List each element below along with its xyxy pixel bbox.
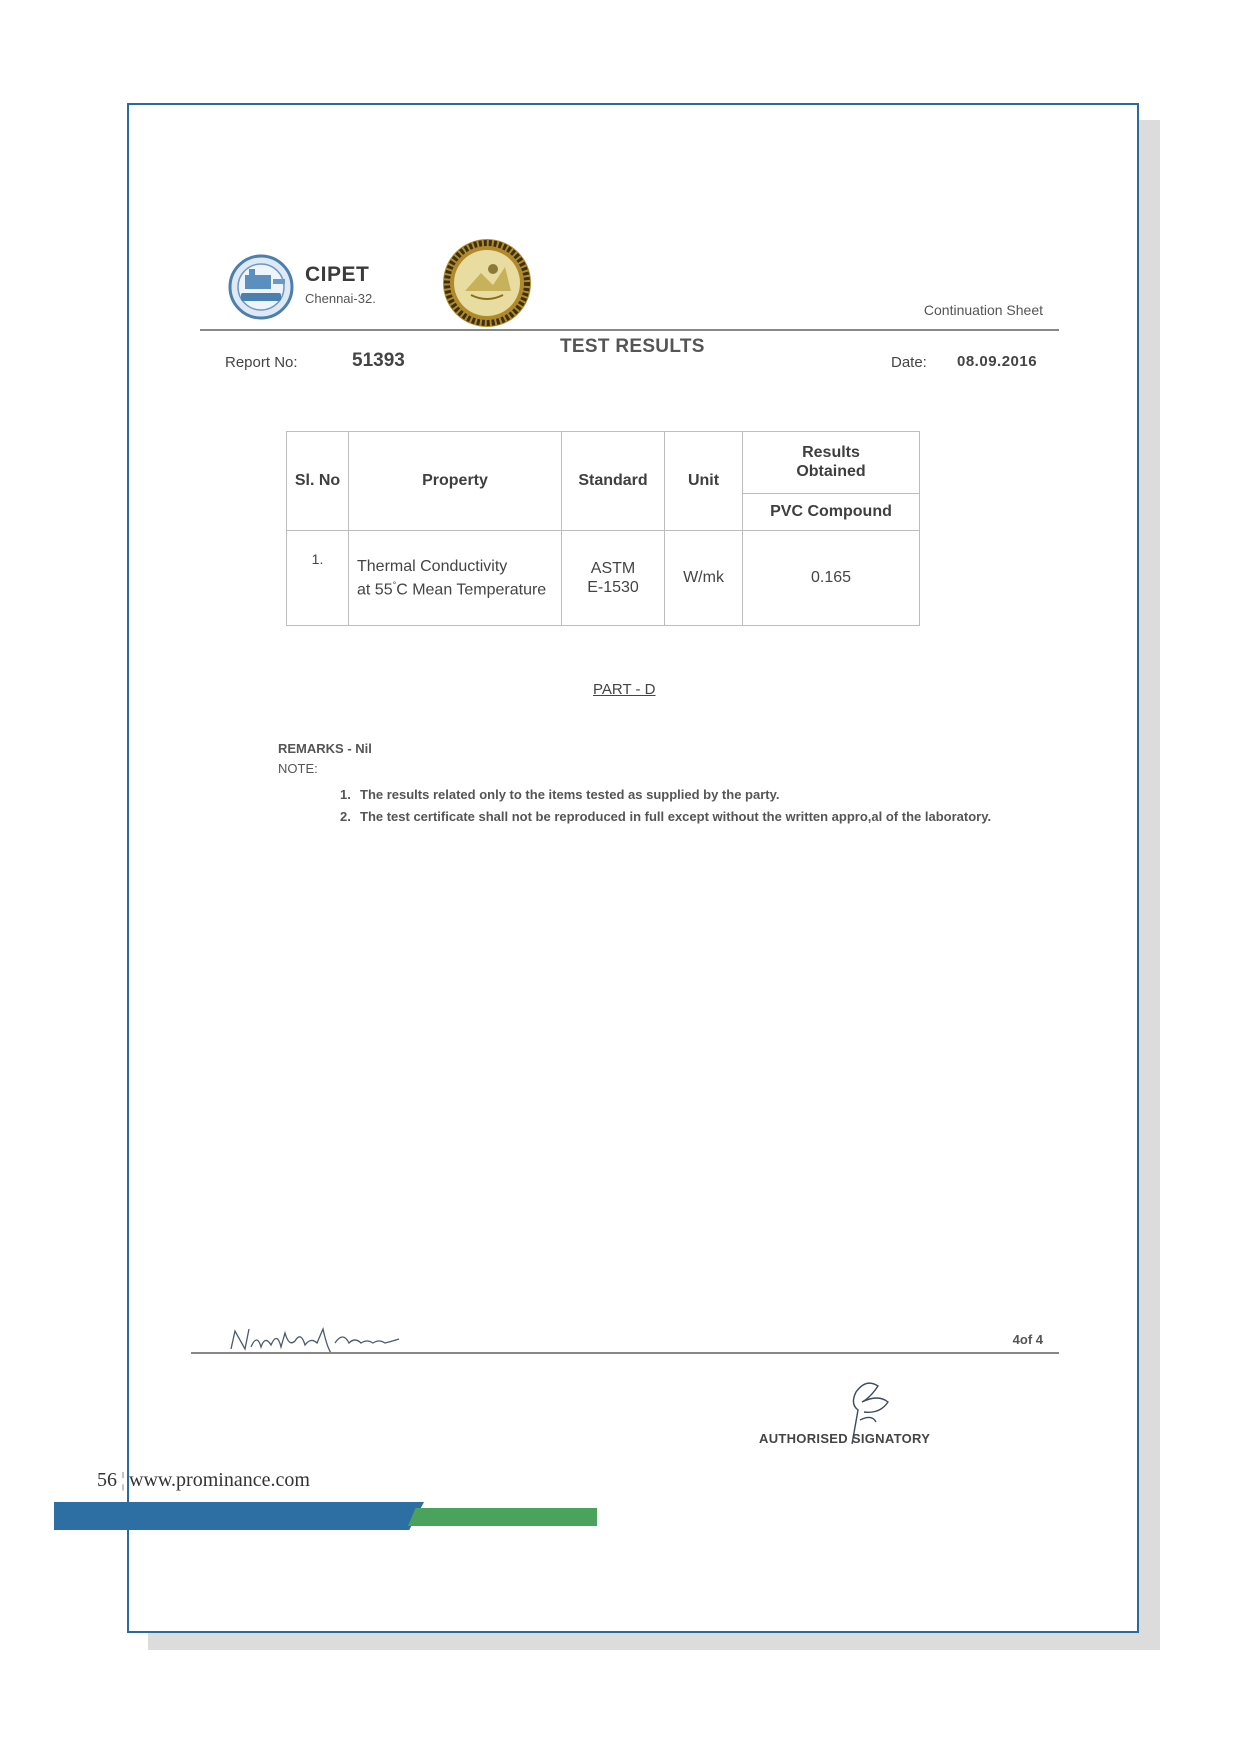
part-heading: PART - D [593, 681, 656, 698]
header-sl-no: Sl. No [287, 432, 349, 531]
continuation-label: Continuation Sheet [923, 302, 1043, 318]
footer-divider [191, 1352, 1059, 1354]
footer-page-number: 56 [97, 1469, 117, 1491]
note-text: The results related only to the items tested as supplied by the party. [360, 787, 780, 802]
cell-standard [562, 531, 665, 626]
header-divider [200, 329, 1059, 331]
page-indicator: 4of 4 [1012, 1332, 1043, 1347]
report-number: 51393 [352, 350, 405, 371]
note-label: NOTE: [278, 761, 318, 776]
org-city: Chennai-32. [305, 291, 376, 306]
header-property: Property [349, 432, 562, 531]
results-table [286, 431, 920, 626]
note-number: 2. [340, 809, 351, 824]
footer-url: www.prominance.com [129, 1469, 310, 1491]
certificate-sheet [127, 103, 1139, 1633]
signature-left [227, 1323, 427, 1364]
org-name: CIPET [305, 263, 370, 286]
property-line-2-pre: at 55 [357, 581, 393, 599]
page-footer [97, 1469, 310, 1492]
cell-unit: W/mk [665, 531, 743, 626]
degree-symbol: ° [392, 579, 397, 590]
property-line-1: Thermal Conductivity [357, 557, 508, 575]
cell-property [349, 531, 562, 626]
note-number: 1. [340, 787, 351, 802]
cell-sl-no: 1. [287, 531, 349, 626]
header-standard: Standard [562, 432, 665, 531]
header-pvc-compound: PVC Compound [743, 493, 920, 530]
seal-emblem [441, 237, 533, 334]
header-results-obtained [743, 432, 920, 494]
date-label: Date: [891, 354, 927, 371]
note-item [340, 786, 1060, 803]
date-value: 08.09.2016 [957, 353, 1038, 370]
header-unit: Unit [665, 432, 743, 531]
report-number-label: Report No: [225, 354, 298, 371]
footer-blue-bar [54, 1502, 424, 1530]
results-obtained-text: Results Obtained [796, 444, 866, 481]
authorized-signatory-label: AUTHORISED SIGNATORY [759, 1431, 931, 1446]
cell-value: 0.165 [743, 531, 920, 626]
document-title: TEST RESULTS [560, 336, 705, 357]
standard-line-2: E-1530 [587, 579, 639, 596]
note-text: The test certificate shall not be reproduced in full except without the written appro,al of the laboratory. [360, 809, 992, 824]
footer-separator: ¦ [121, 1469, 126, 1491]
standard-line-1: ASTM [590, 560, 636, 577]
footer-green-bar [408, 1508, 597, 1526]
notes-list [340, 786, 1060, 830]
property-line-2 [357, 576, 561, 599]
cipet-logo [227, 253, 295, 326]
remarks-text: REMARKS - Nil [278, 741, 372, 756]
property-line-2-post: C Mean Temperature [396, 581, 547, 599]
note-item [340, 808, 1060, 825]
